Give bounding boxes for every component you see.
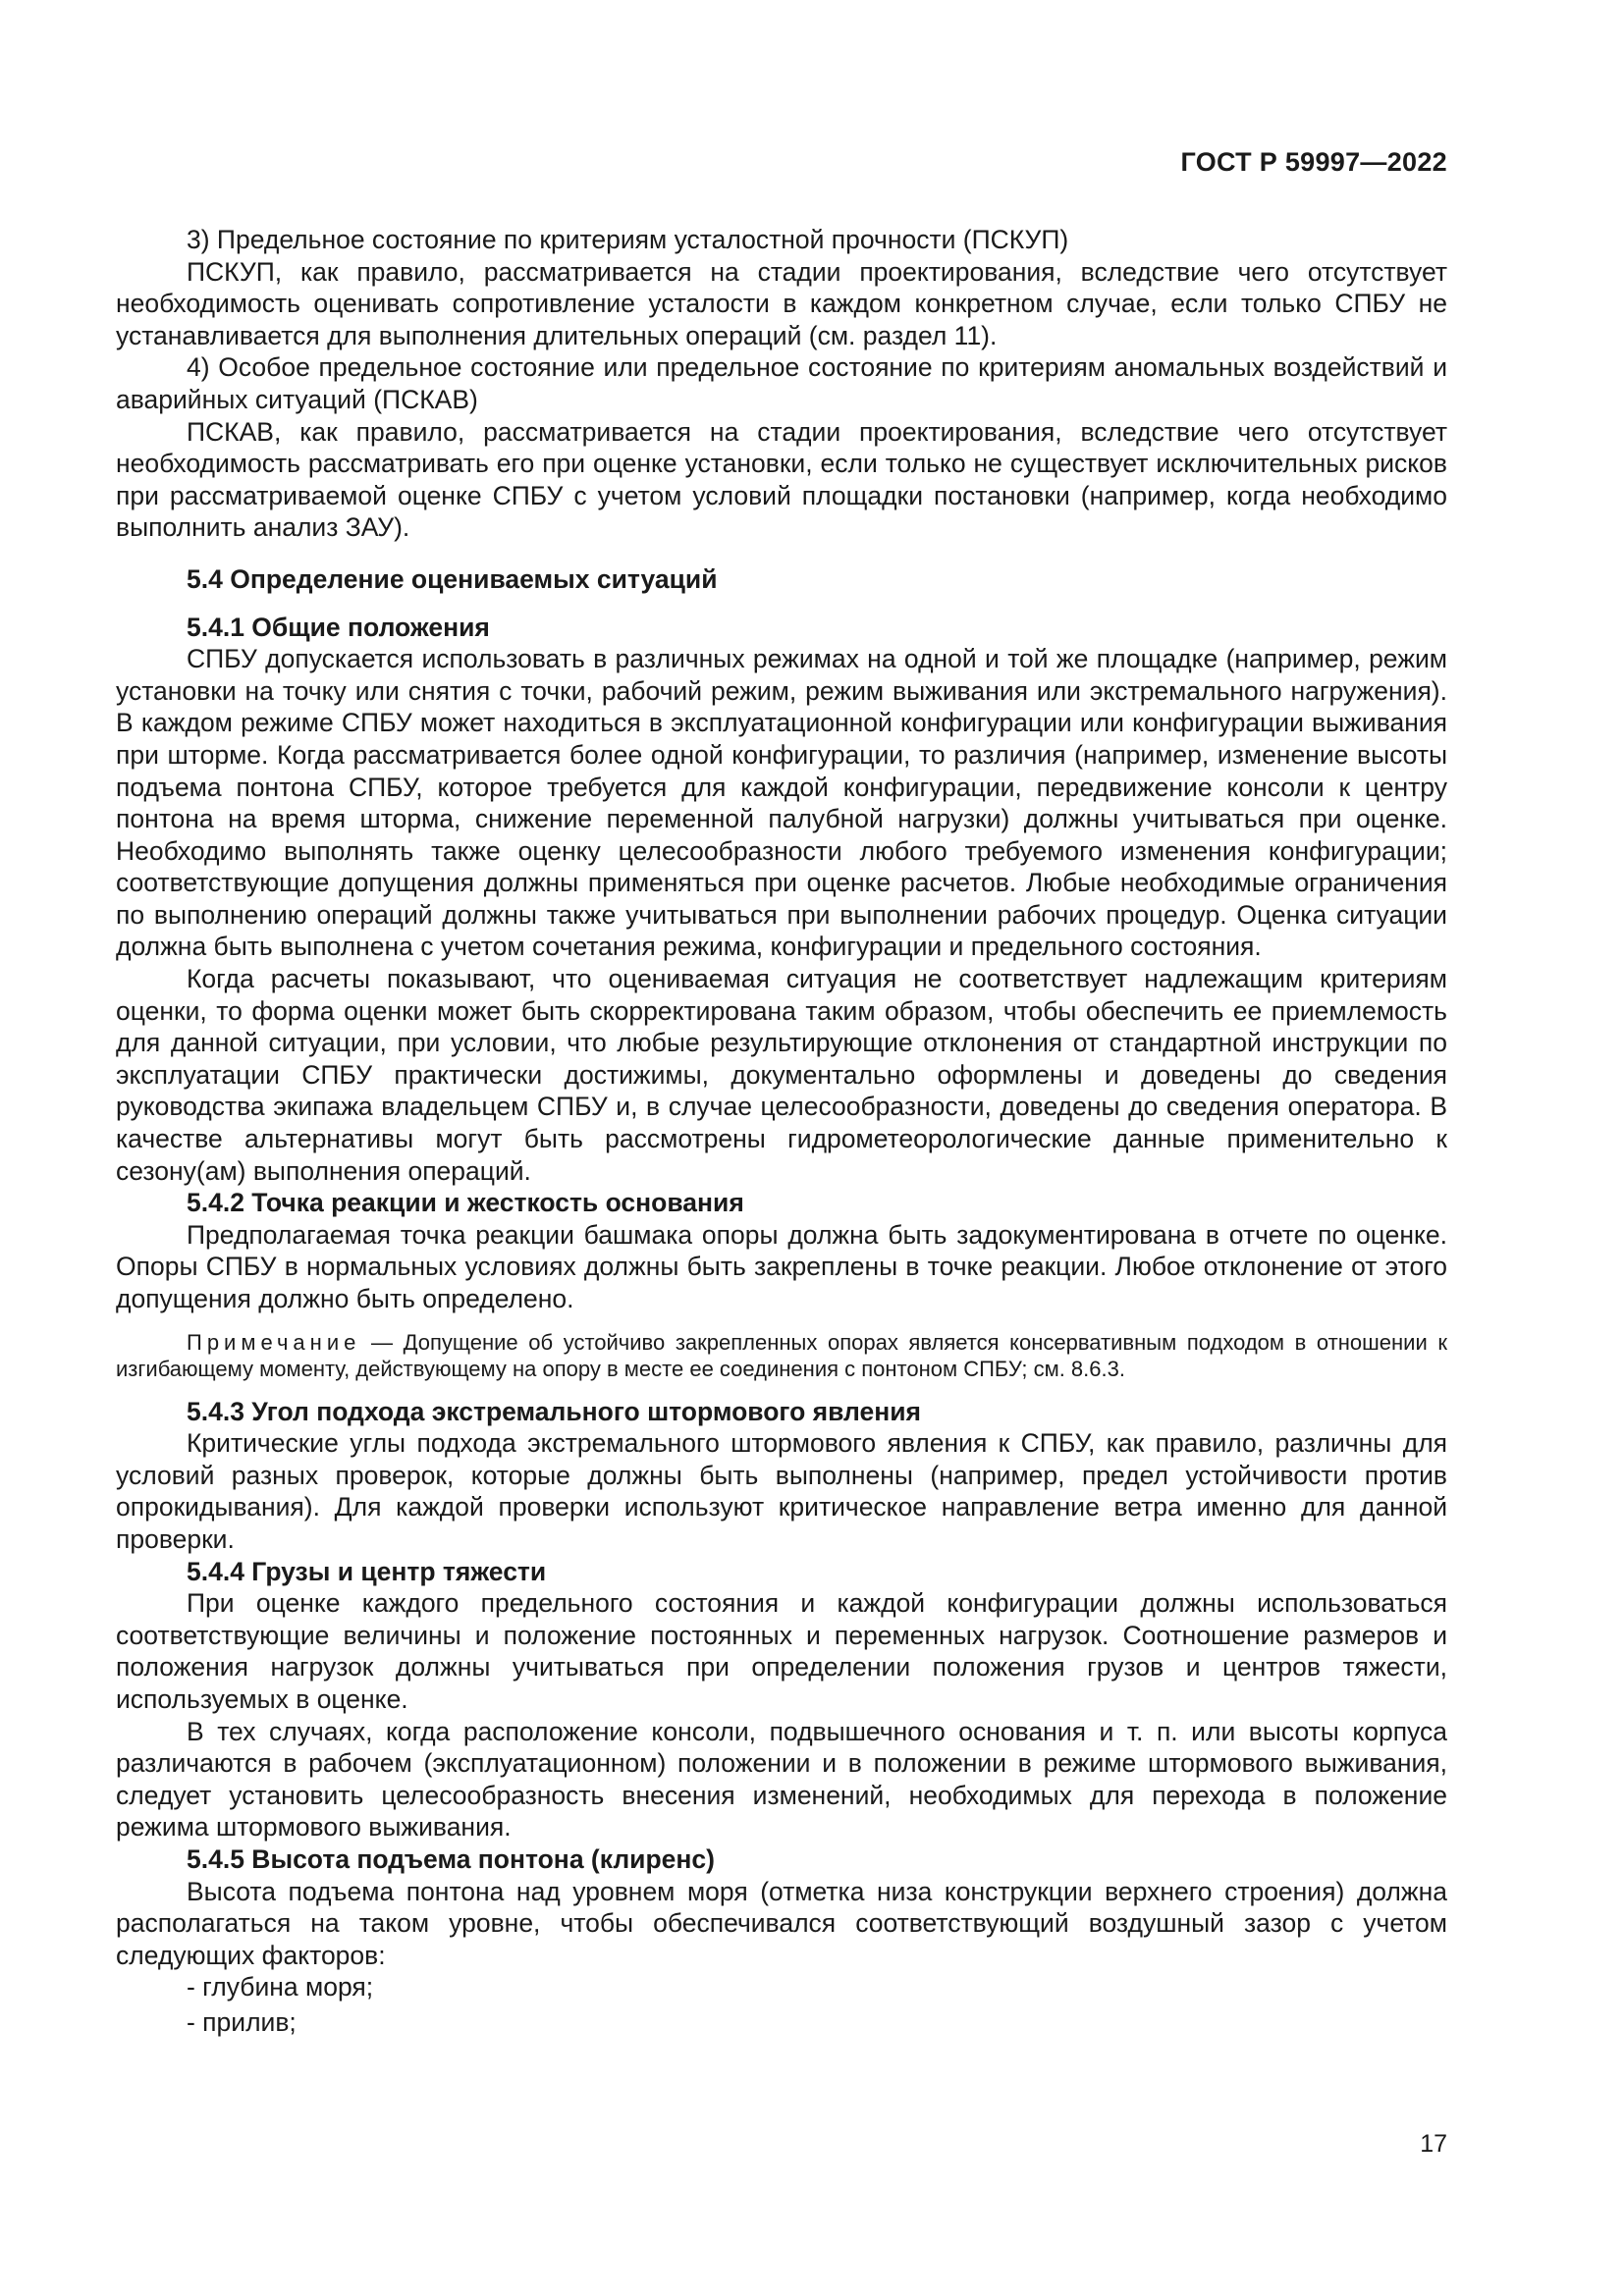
body-paragraph: ПСКАВ, как правило, рассматривается на стадии проектирования, вследствие чего отсутствует необходимость рассматривать его при оценке установки, если только не существует исключительных рисков при рассматриваемой оценке СПБУ с учетом условий площадки постановки (например, когда необходимо выполнить анализ ЗАУ). xyxy=(116,416,1447,543)
section-heading: 5.4.5 Высота подъема понтона (клиренс) xyxy=(187,1843,715,1874)
section-heading: 5.4.2 Точка реакции и жесткость основания xyxy=(187,1188,744,1218)
body-paragraph: ПСКУП, как правило, рассматривается на стадии проектирования, вследствие чего отсутствует необходимость оценивать сопротивление усталости в каждом конкретном случае, если только СПБУ не устанавливается для выполнения длительных операций (см. раздел 11). xyxy=(116,256,1447,350)
body-paragraph: 4) Особое предельное состояние или предельное состояние по критериям аномальных воздействий и аварийных ситуаций (ПСКАВ) xyxy=(116,352,1447,414)
body-paragraph: Предполагаемая точка реакции башмака опоры должна быть задокументирована в отчете по оценке. Опоры СПБУ в нормальных условиях должны быть закреплены в точке реакции. Любое отклонение от этого допущения должно быть определено. xyxy=(116,1219,1447,1313)
list-item: - прилив; xyxy=(187,2006,297,2037)
body-paragraph: Когда расчеты показывают, что оцениваемая ситуация не соответствует надлежащим критериям оценки, то форма оценки может быть скорректирована таким образом, чтобы обеспечить ее приемлемость для данной ситуации, при условии, что любые результирующие отклонения от стандартной инструкции по эксплуатации СПБУ практически достижимы, документально оформлены и доведены до сведения руководства экипажа владельцем СПБУ и, в случае целесообразности, доведены до сведения оператора. В качестве альтернативы могут быть рассмотрены гидрометеорологические данные применительно к сезону(ам) выполнения операций. xyxy=(116,964,1447,1186)
note-label: Примечание xyxy=(187,1329,361,1355)
body-paragraph: В тех случаях, когда расположение консоли, подвышечного основания и т. п. или высоты корпуса различаются в рабочем (эксплуатационном) положении и в положении в режиме штормового выживания, следует установить целесообразность внесения изменений, необходимых для перехода в положение режима штормового выживания. xyxy=(116,1716,1447,1842)
body-paragraph: Высота подъема понтона над уровнем моря (отметка низа конструкции верхнего строения) должна располагаться на таком уровне, чтобы обеспечивался соответствующий воздушный зазор с учетом следующих факторов: xyxy=(116,1876,1447,1970)
note-text: — Допущение об устойчиво закрепленных опорах является консервативным подходом в отношении к изгибающему моменту, действующему на опору в месте ее соединения с понтоном СПБУ; см. 8.6.3. xyxy=(116,1329,1447,1381)
body-paragraph: При оценке каждого предельного состояния и каждой конфигурации должны использоваться соответствующие величины и положение постоянных и переменных нагрузок. Соотношение размеров и положения нагрузок должны учитываться при определении положения грузов и центров тяжести, используемых в оценке. xyxy=(116,1588,1447,1714)
section-heading: 5.4.1 Общие положения xyxy=(187,612,490,642)
body-paragraph: СПБУ допускается использовать в различных режимах на одной и той же площадке (например, режим установки на точку или снятия с точки, рабочий режим, режим выживания или экстремального нагружения). В каждом режиме СПБУ может находиться в эксплуатационной конфигурации или конфигурации выживания при шторме. Когда рассматривается более одной конфигурации, то различия (например, изменение высоты подъема понтона СПБУ, которое требуется для каждой конфигурации, передвижение консоли к центру понтона на время шторма, снижение переменной палубной нагрузки) должны учитываться при оценке. Необходимо выполнять также оценку целесообразности любого требуемого изменения конфигурации; соответствующие допущения должны применяться при оценке расчетов. Любые необходимые ограничения по выполнению операций должны также учитываться при выполнении рабочих процедур. Оценка ситуации должна быть выполнена с учетом сочетания режима, конфигурации и предельного состояния. xyxy=(116,644,1447,962)
section-heading: 5.4 Определение оцениваемых ситуаций xyxy=(187,563,718,594)
body-paragraph: Критические углы подхода экстремального штормового явления к СПБУ, как правило, различны для условий разных проверок, которые должны быть выполнены (например, предел устойчивости против опрокидывания). Для каждой проверки используют критическое направление ветра именно для данной проверки. xyxy=(116,1428,1447,1554)
body-paragraph: 3) Предельное состояние по критериям усталостной прочности (ПСКУП) xyxy=(187,225,1069,254)
document-body xyxy=(116,224,1447,2038)
section-heading: 5.4.3 Угол подхода экстремального штормового явления xyxy=(187,1396,922,1426)
page-number: 17 xyxy=(1420,2130,1447,2158)
list-item: - глубина моря; xyxy=(187,1972,374,2002)
note-paragraph xyxy=(116,1329,1447,1382)
section-heading: 5.4.4 Грузы и центр тяжести xyxy=(187,1556,547,1586)
document-code-header: ГОСТ Р 59997—2022 xyxy=(1180,147,1447,177)
